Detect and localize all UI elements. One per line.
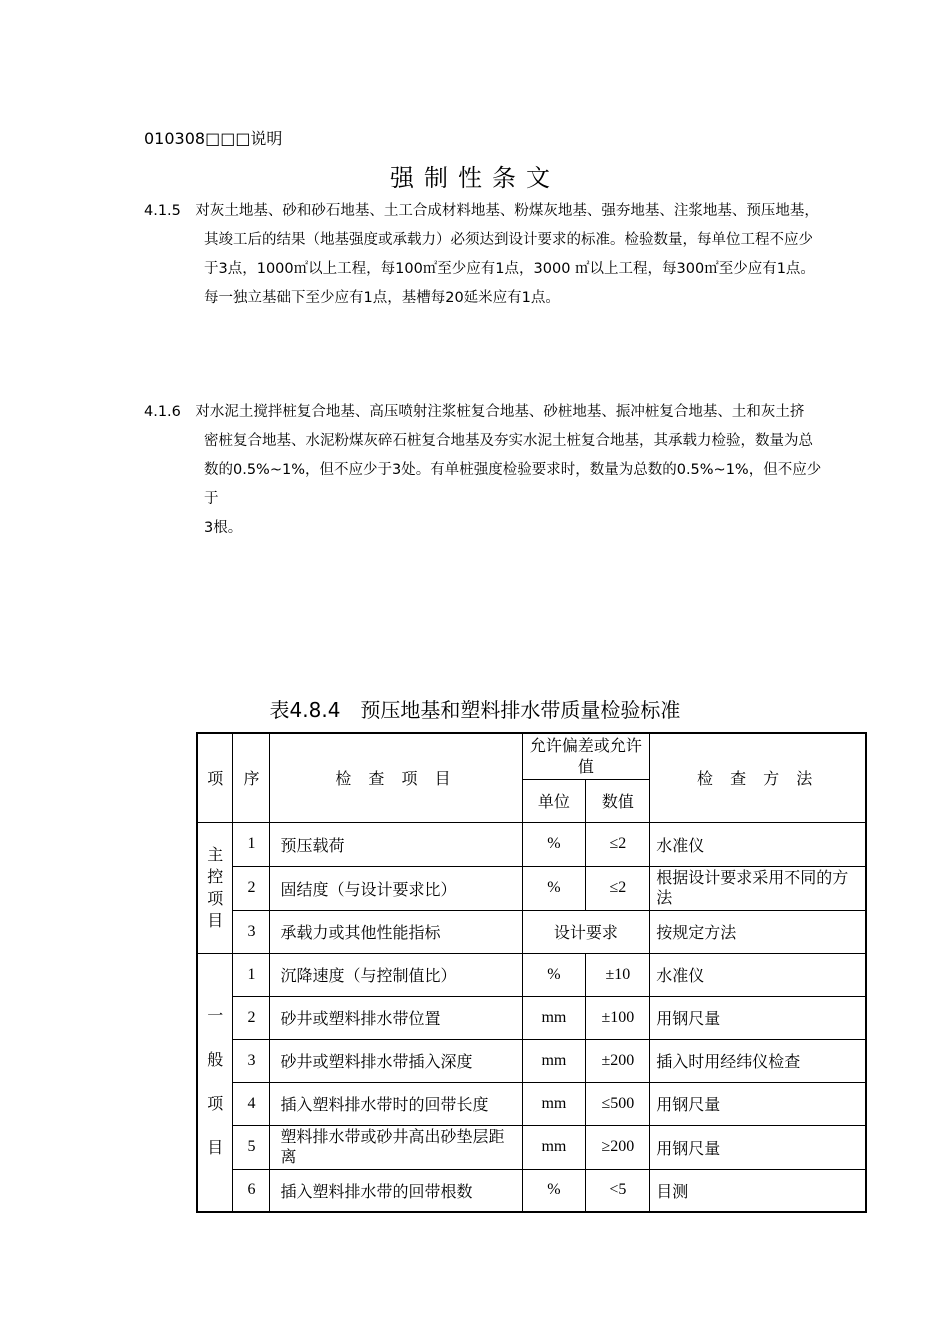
row-item: 固结度（与设计要求比）	[270, 866, 522, 910]
row-method: 用钢尺量	[650, 996, 866, 1039]
table-row	[197, 910, 866, 953]
row-unit: mm	[522, 1082, 586, 1125]
row-unit: mm	[522, 996, 586, 1039]
row-method: 水准仪	[650, 822, 866, 866]
row-value: <5	[586, 1169, 650, 1212]
row-seq: 1	[233, 953, 270, 996]
row-item: 预压载荷	[270, 822, 522, 866]
group-main-control: 主控项目	[197, 822, 233, 953]
table-header-row	[197, 733, 866, 779]
table-row	[197, 1082, 866, 1125]
row-unit: mm	[522, 1039, 586, 1082]
table-row	[197, 822, 866, 866]
row-value: ≤500	[586, 1082, 650, 1125]
document-code-line: 010308□□□说明	[144, 129, 283, 148]
row-seq: 5	[233, 1125, 270, 1169]
row-seq: 2	[233, 996, 270, 1039]
table-row	[197, 1039, 866, 1082]
row-value: ±200	[586, 1039, 650, 1082]
clause-line: 于3点，1000㎡以上工程，每100㎡至少应有1点，3000 ㎡以上工程，每300㎡至少应有1点。	[204, 261, 815, 277]
row-item: 砂井或塑料排水带插入深度	[270, 1039, 522, 1082]
table-row	[197, 953, 866, 996]
row-item: 砂井或塑料排水带位置	[270, 996, 522, 1039]
row-seq: 3	[233, 1039, 270, 1082]
row-item: 插入塑料排水带时的回带长度	[270, 1082, 522, 1125]
quality-standard-table	[196, 732, 867, 1213]
header-unit: 单位	[522, 779, 586, 822]
clause-line: 4.1.5 对灰土地基、砂和砂石地基、土工合成材料地基、粉煤灰地基、强夯地基、注浆地基、预压地基，	[144, 203, 819, 219]
row-value: ≥200	[586, 1125, 650, 1169]
clause-line: 4.1.6 对水泥土搅拌桩复合地基、高压喷射注浆桩复合地基、砂桩地基、振冲桩复合地基、土和灰土挤	[144, 404, 805, 420]
row-value: ±10	[586, 953, 650, 996]
row-method: 目测	[650, 1169, 866, 1212]
row-method: 用钢尺量	[650, 1125, 866, 1169]
row-item: 插入塑料排水带的回带根数	[270, 1169, 522, 1212]
row-item: 塑料排水带或砂井高出砂垫层距离	[270, 1125, 522, 1169]
header-seq: 序	[233, 733, 270, 822]
row-unit: %	[522, 953, 586, 996]
table-row	[197, 996, 866, 1039]
clause-line: 每一独立基础下至少应有1点，基槽每20延米应有1点。	[204, 290, 560, 306]
row-method: 用钢尺量	[650, 1082, 866, 1125]
row-method: 水准仪	[650, 953, 866, 996]
row-unit: %	[522, 822, 586, 866]
header-tolerance: 允许偏差或允许值	[522, 733, 650, 779]
section-title: 强制性条文	[390, 164, 560, 192]
header-value: 数值	[586, 779, 650, 822]
row-seq: 2	[233, 866, 270, 910]
row-value: ±100	[586, 996, 650, 1039]
row-method: 插入时用经纬仪检查	[650, 1039, 866, 1082]
clause-line: 其竣工后的结果（地基强度或承载力）必须达到设计要求的标准。检验数量，每单位工程不应少	[204, 232, 813, 248]
row-seq: 3	[233, 910, 270, 953]
clause-line: 数的0.5%~1%，但不应少于3处。有单桩强度检验要求时，数量为总数的0.5%~1%，但不应少于	[204, 462, 822, 507]
group-general: 一般项目	[197, 953, 233, 1212]
row-unit: %	[522, 1169, 586, 1212]
table-row	[197, 1169, 866, 1212]
row-item: 承载力或其他性能指标	[270, 910, 522, 953]
row-value: ≤2	[586, 822, 650, 866]
clause-line: 3根。	[204, 520, 243, 536]
clause-4-1-6	[144, 398, 824, 543]
row-value: ≤2	[586, 866, 650, 910]
table-row	[197, 1125, 866, 1169]
table-title: 表4.8.4 预压地基和塑料排水带质量检验标准	[269, 698, 681, 722]
row-unit: %	[522, 866, 586, 910]
clause-line: 密桩复合地基、水泥粉煤灰碎石桩复合地基及夯实水泥土桩复合地基，其承载力检验，数量为总	[204, 433, 813, 449]
row-method: 根据设计要求采用不同的方法	[650, 866, 866, 910]
header-method: 检 查 方 法	[650, 733, 866, 822]
row-method: 按规定方法	[650, 910, 866, 953]
row-seq: 4	[233, 1082, 270, 1125]
table-row	[197, 866, 866, 910]
row-unit: mm	[522, 1125, 586, 1169]
header-item: 检 查 项 目	[270, 733, 522, 822]
clause-4-1-5	[144, 197, 824, 313]
row-seq: 1	[233, 822, 270, 866]
header-category: 项	[197, 733, 233, 822]
row-combined: 设计要求	[522, 910, 650, 953]
row-seq: 6	[233, 1169, 270, 1212]
row-item: 沉降速度（与控制值比）	[270, 953, 522, 996]
